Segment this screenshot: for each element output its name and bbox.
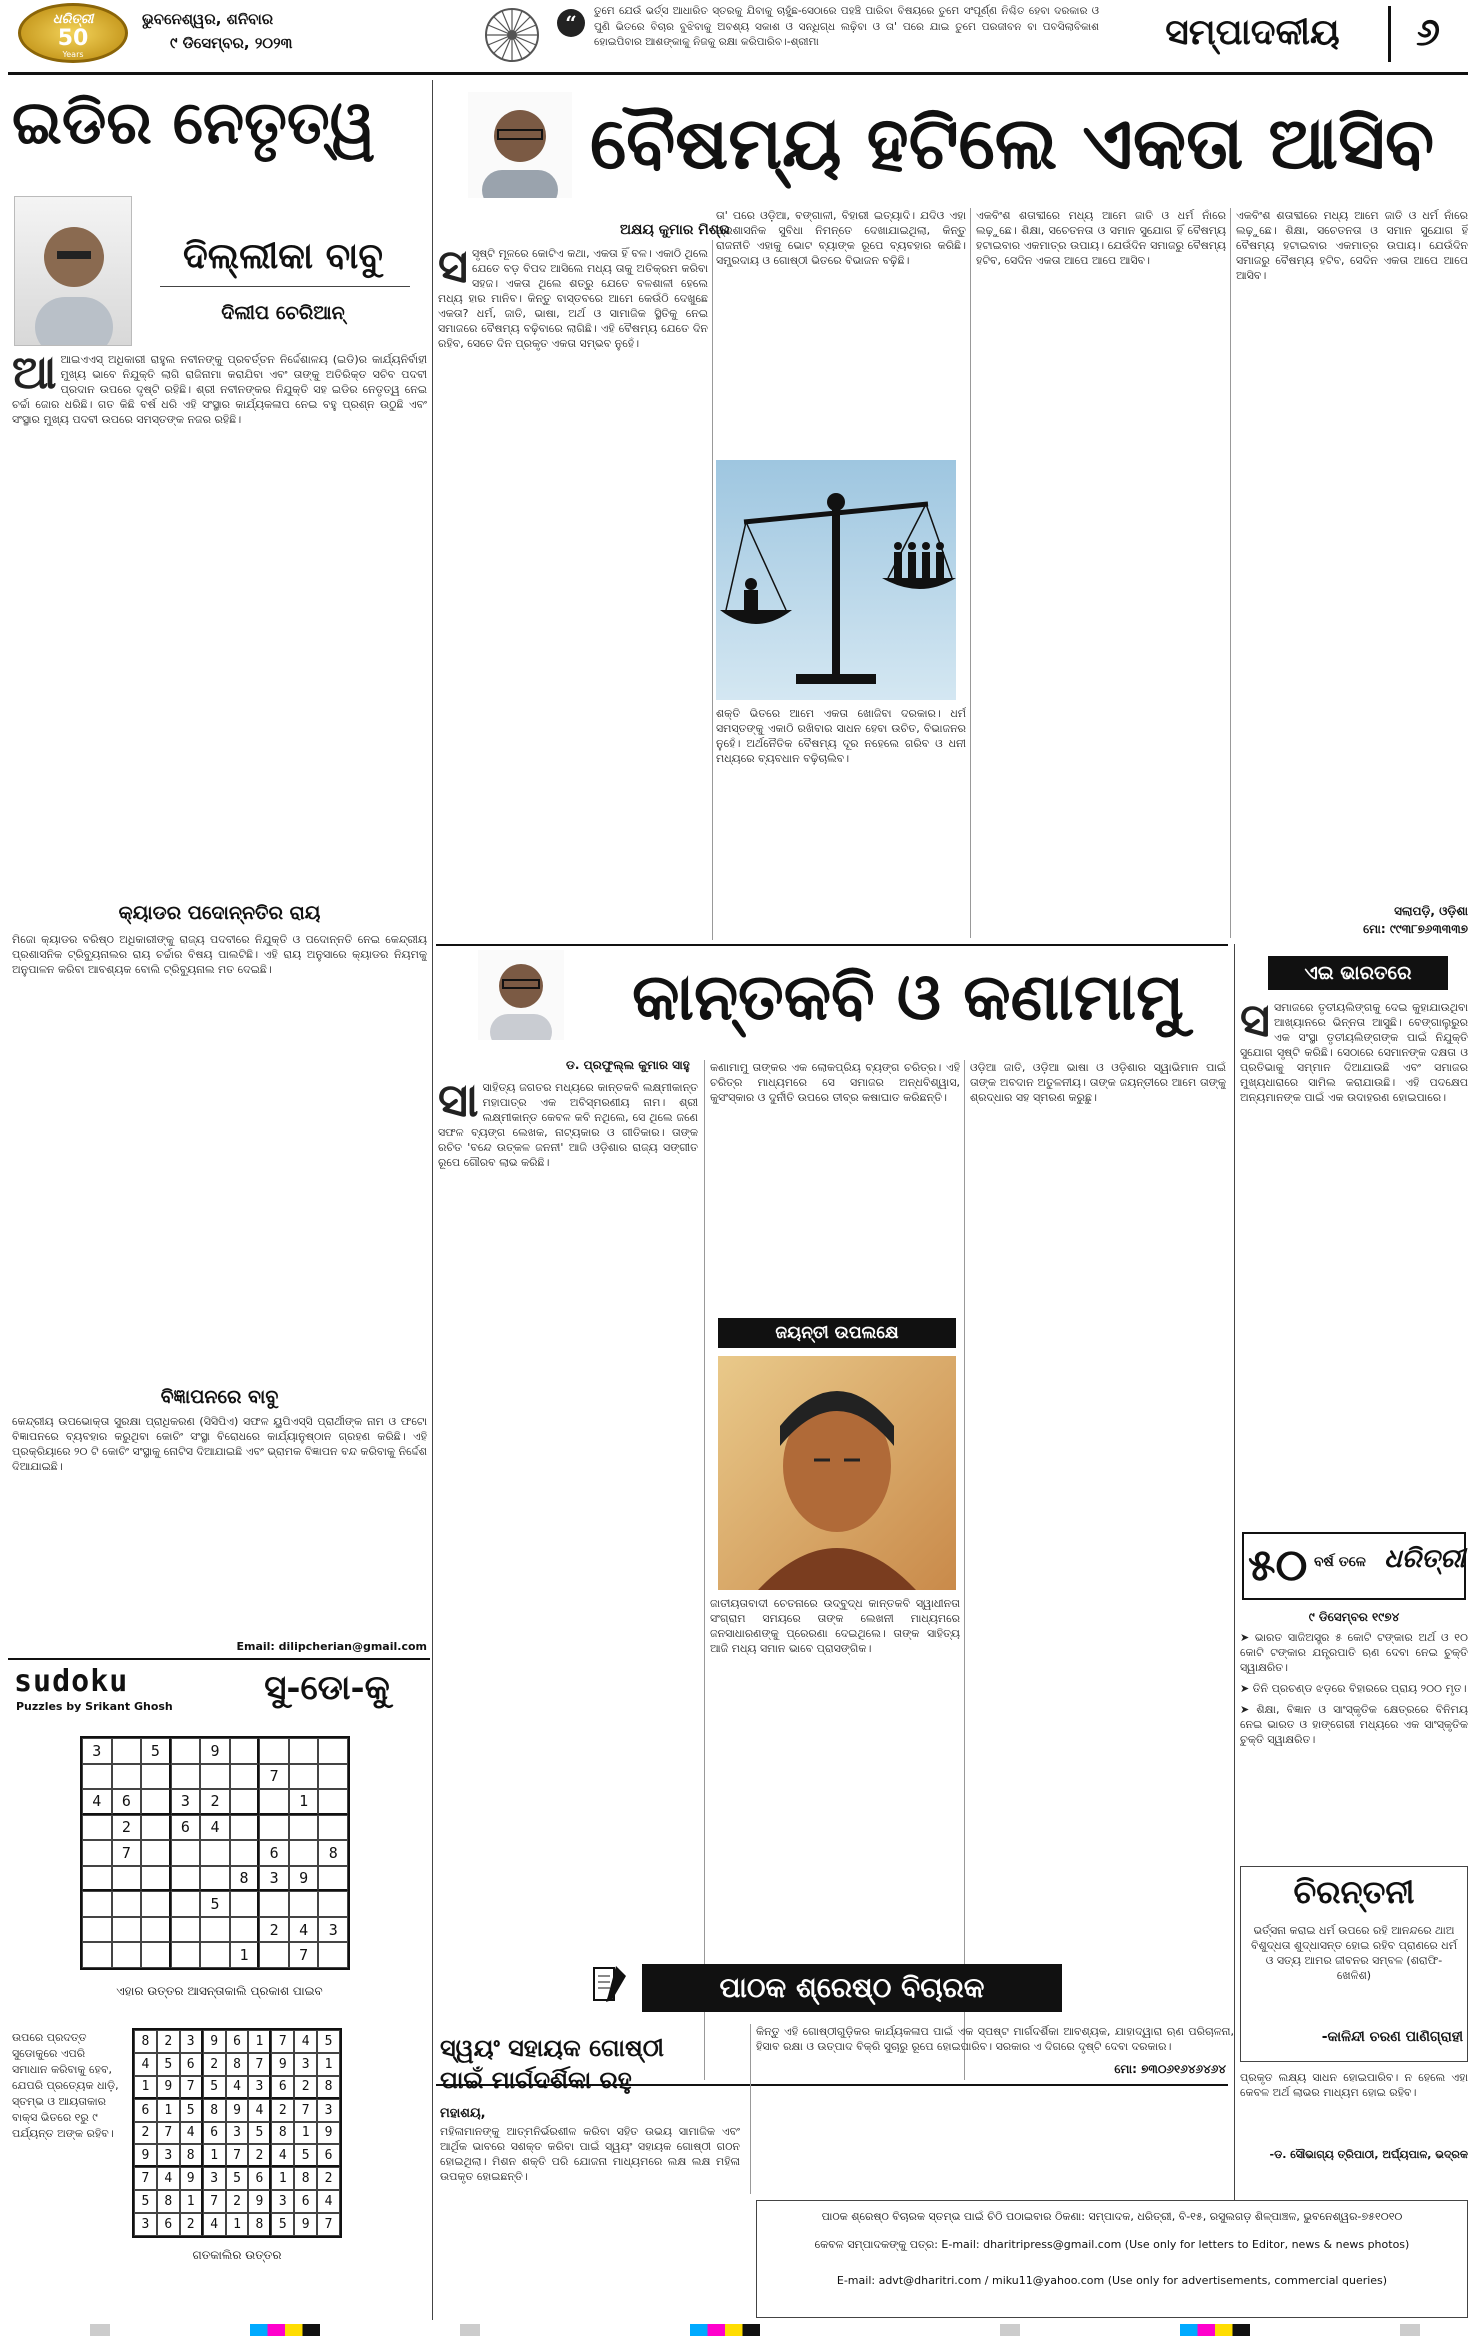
solution-cell: 1 — [294, 2122, 317, 2145]
main-author-photo — [468, 92, 572, 198]
sudoku-cell[interactable] — [200, 1866, 230, 1892]
sudoku-cell[interactable] — [141, 1917, 171, 1943]
main-body-4: ଏକବିଂଶ ଶତାବ୍ଦୀରେ ମଧ୍ୟ ଆମେ ଜାତି ଓ ଧର୍ମ ନାଁରେ ଲଢ଼ୁଛେ। ଶିକ୍ଷା, ସଚେତନତା ଓ ସମାନ ସୁଯୋଗ ହିଁ ବୈଷମ୍ୟ ହଟାଇବାର ଏକମାତ୍ର ଉପାୟ। ଯେଉଁଦିନ ସମାଜରୁ ବୈଷମ୍ୟ ହଟିବ, ସେଦିନ ଏକତା ଆପେ ଆପେ ଆସିବ। — [976, 209, 1226, 267]
sudoku-title: ସୁ-ଡୋ-କୁ — [264, 1668, 390, 1708]
letter-body-2: କିନ୍ତୁ ଏହି ଗୋଷ୍ଠୀଗୁଡ଼ିକର କାର୍ଯ୍ୟକଳାପ ପାଇଁ ଏକ ସ୍ପଷ୍ଟ ମାର୍ଗଦର୍ଶିକା ଆବଶ୍ୟକ, ଯାହାଦ୍ୱାରା ଋଣ ପରିଚାଳନା, ହିସାବ ରକ୍ଷା ଓ ଉତ୍ପାଦ ବିକ୍ରି ସୁଚାରୁ ରୂପେ ହୋଇପାରିବ। ସରକାର ଏ ଦିଗରେ ଦୃଷ୍ଟି ଦେବା ଦରକାର। — [756, 2025, 1234, 2053]
sudoku-cell[interactable]: 5 — [141, 1738, 171, 1764]
sudoku-cell[interactable] — [259, 1891, 289, 1917]
letter-salutation: ମହାଶୟ, — [440, 2106, 486, 2121]
sudoku-cell[interactable] — [112, 1942, 142, 1968]
solution-cell: 8 — [248, 2213, 271, 2236]
fifty-years-list — [1240, 1630, 1468, 1860]
chirantani-box — [1240, 1866, 1468, 2062]
fifty-years-box — [1242, 1532, 1466, 1600]
sudoku-cell[interactable]: 3 — [82, 1738, 112, 1764]
main-author: ଅକ୍ଷୟ କୁମାର ମିଶ୍ର — [620, 222, 730, 238]
sudoku-cell[interactable] — [289, 1815, 319, 1841]
solution-cell: 9 — [271, 2053, 294, 2076]
left-body-3: କେନ୍ଦ୍ରୀୟ ଉପଭୋକ୍ତା ସୁରକ୍ଷା ପ୍ରାଧିକରଣ (ସିସିପିଏ) ସଫଳ ୟୁପିଏସ୍ସି ପ୍ରାର୍ଥୀଙ୍କ ନାମ ଓ ଫଟୋ ବିଜ୍ଞାପନରେ ବ୍ୟବହାର କରୁଥିବା କୋଚିଂ ସଂସ୍ଥା ବିରୋଧରେ କାର୍ଯ୍ୟାନୁଷ୍ଠାନ ଗ୍ରହଣ କରିଛି। ଏହି ପ୍ରକ୍ରିୟାରେ ୨୦ ଟି କୋଚିଂ ସଂସ୍ଥାକୁ ନୋଟିସ ଦିଆଯାଇଛି ଏବଂ ଭ୍ରାମକ ବିଜ୍ଞାପନ ବନ୍ଦ କରିବାକୁ ନିର୍ଦ୍ଦେଶ ଦିଆଯାଇଛି। — [12, 1415, 427, 1473]
masthead-rule — [8, 72, 1468, 75]
ei-bharat-title: ଏଇ ଭାରତରେ — [1268, 956, 1448, 990]
fifty-years-number: ୫୦ — [1248, 1540, 1308, 1591]
solution-cell: 2 — [157, 2030, 180, 2053]
masthead-logo — [18, 3, 128, 63]
solution-cell: 6 — [248, 2167, 271, 2190]
solution-cell: 7 — [294, 2099, 317, 2122]
sudoku-cell[interactable] — [230, 1764, 260, 1790]
sudoku-cell[interactable] — [112, 1866, 142, 1892]
main-col-divider-1 — [712, 240, 713, 940]
chakra-icon — [483, 6, 541, 64]
solution-cell: 8 — [271, 2122, 294, 2145]
sudoku-cell[interactable] — [200, 1840, 230, 1866]
solution-cell: 1 — [226, 2213, 249, 2236]
solution-cell: 5 — [294, 2144, 317, 2167]
main-signoff: ସଲାପଡ଼ି, ଓଡ଼ିଶା — [1394, 904, 1468, 918]
solution-cell: 8 — [203, 2099, 226, 2122]
section-title: ସମ୍ପାଦକୀୟ — [1165, 11, 1340, 53]
sudoku-solution-grid — [132, 2028, 342, 2238]
solution-cell: 5 — [134, 2190, 157, 2213]
sudoku-cell[interactable] — [318, 1942, 348, 1968]
solution-cell: 6 — [294, 2190, 317, 2213]
main-body-3: ଶକ୍ତି ଭିତରେ ଆମେ ଏକତା ଖୋଜିବା ଦରକାର। ଧର୍ମ ସମସ୍ତଙ୍କୁ ଏକାଠି ରଖିବାର ସାଧନ ହେବା ଉଚିତ, ବିଭାଜନର ନୁହେଁ। ଅର୍ଥନୈତିକ ବୈଷମ୍ୟ ଦୂର ନହେଲେ ଗରିବ ଓ ଧନୀ ମଧ୍ୟରେ ବ୍ୟବଧାନ ବଢ଼ିଚାଲିବ। — [716, 707, 966, 765]
solution-cell: 5 — [226, 2167, 249, 2190]
left-body-2: ମିଜୋ କ୍ୟାଡର ବରିଷ୍ଠ ଅଧିକାରୀଙ୍କୁ ରାଜ୍ୟ ପଦବୀରେ ନିଯୁକ୍ତି ଓ ପଦୋନ୍ନତି ନେଇ କେନ୍ଦ୍ରୀୟ ପ୍ରଶାସନିକ ଟ୍ରିବ୍ୟୁନାଲର ରାୟ ଚର୍ଚ୍ଚାର ବିଷୟ ପାଲଟିଛି। ଏହି ରାୟ ଅନୁସାରେ କ୍ୟାଡର ନିୟମକୁ ଅନୁପାଳନ କରିବା ଆବଶ୍ୟକ ବୋଲି ଟ୍ରିବ୍ୟୁନାଲ ମତ ଦେଇଛି। — [12, 933, 427, 976]
solution-cell: 8 — [226, 2053, 249, 2076]
second-body-3: ଜାତୀୟତାବାଦୀ ଚେତନାରେ ଉଦ୍ବୁଦ୍ଧ କାନ୍ତକବି ସ୍ୱାଧୀନତା ସଂଗ୍ରାମ ସମୟରେ ତାଙ୍କ ଲେଖନୀ ମାଧ୍ୟମରେ ଜନସାଧାରଣଙ୍କୁ ପ୍ରେରଣା ଦେଇଥିଲେ। ତାଙ୍କ ସାହିତ୍ୟ ଆଜି ମଧ୍ୟ ସମାନ ଭାବେ ପ୍ରାସଙ୍ଗିକ। — [710, 1597, 960, 1655]
sudoku-cell[interactable]: 8 — [318, 1840, 348, 1866]
left-subhead-1: କ୍ୟାଡର ପଦୋନ୍ନତିର ରାୟ — [118, 902, 321, 924]
sudoku-caption-yesterday: ଗତକାଲିର ଉତ୍ତର — [192, 2248, 282, 2262]
sudoku-cell[interactable] — [318, 1738, 348, 1764]
solution-cell: 7 — [317, 2213, 340, 2236]
sudoku-cell[interactable] — [230, 1891, 260, 1917]
sudoku-cell[interactable]: 6 — [259, 1840, 289, 1866]
sudoku-cell[interactable] — [259, 1789, 289, 1815]
solution-cell: 2 — [317, 2167, 340, 2190]
sudoku-cell[interactable] — [82, 1840, 112, 1866]
second-col-divider-2 — [964, 1060, 965, 2080]
sudoku-cell[interactable] — [259, 1942, 289, 1968]
main-body-1: ସସୃଷ୍ଟି ମୂଳରେ କୋଟିଏ କଥା, ଏକତା ହିଁ ବଳ। ଏକାଠି ଥିଲେ ଯେତେ ବଡ଼ ବିପଦ ଆସିଲେ ମଧ୍ୟ ତାକୁ ଅତିକ୍ରମ କରିବା ସହଜ। ଏକତା ଥିଲେ ଶତ୍ରୁ ଯେତେ ବଳଶାଳୀ ହେଲେ ମଧ୍ୟ ହାର ମାନିବ। କିନ୍ତୁ ବାସ୍ତବରେ ଆମେ କେଉଁଠି ଦେଖୁଛେ ଏକତା? ଧର୍ମ, ଜାତି, ଭାଷା, ଅର୍ଥ ଓ ସାମାଜିକ ସ୍ଥିତିକୁ ନେଇ ସମାଜରେ ବୈଷମ୍ୟ ବଢ଼ିବାରେ ଲାଗିଛି। ଏହି ବୈଷମ୍ୟ ଯେତେ ଦିନ ରହିବ, ସେତେ ଦିନ ପ୍ରକୃତ ଏକତା ସମ୍ଭବ ନୁହେଁ। — [438, 246, 708, 350]
solution-cell: 1 — [203, 2144, 226, 2167]
sudoku-cell[interactable]: 2 — [200, 1789, 230, 1815]
solution-cell: 7 — [134, 2167, 157, 2190]
solution-cell: 3 — [294, 2053, 317, 2076]
solution-cell: 5 — [317, 2030, 340, 2053]
solution-cell: 4 — [203, 2213, 226, 2236]
main-col-divider-2 — [970, 208, 971, 938]
solution-cell: 6 — [157, 2213, 180, 2236]
sudoku-cell[interactable]: 3 — [171, 1789, 201, 1815]
solution-cell: 3 — [203, 2167, 226, 2190]
solution-cell: 9 — [157, 2076, 180, 2099]
letters-address-2[interactable]: କେବଳ ସମ୍ପାଦକଙ୍କୁ ପତ୍ର: E-mail: dharitripress@gmail.com (Use only for letters to Editor, news & news photos) — [814, 2238, 1410, 2251]
solution-cell: 3 — [157, 2144, 180, 2167]
letter-body-3: ପ୍ରକୃତ ଲକ୍ଷ୍ୟ ସାଧନ ହୋଇପାରିବ। ନ ହେଲେ ଏହା କେବଳ ଅର୍ଥ ଲାଭର ମାଧ୍ୟମ ହୋଇ ରହିବ। — [1240, 2071, 1468, 2099]
sudoku-cell[interactable]: 2 — [112, 1815, 142, 1841]
left-headline: ଇଡିର ନେତୃତ୍ୱ — [12, 88, 376, 158]
left-kicker: ଦିଲ୍ଲୀକା ବାବୁ — [183, 235, 383, 277]
solution-cell: 3 — [180, 2030, 203, 2053]
sudoku-cell[interactable]: 4 — [82, 1789, 112, 1815]
sudoku-cell[interactable]: 7 — [289, 1942, 319, 1968]
solution-cell: 2 — [134, 2122, 157, 2145]
solution-cell: 7 — [226, 2144, 249, 2167]
solution-cell: 4 — [248, 2099, 271, 2122]
section-divider — [1388, 6, 1391, 62]
left-email: Email: dilipcherian@gmail.com — [236, 1640, 427, 1653]
main-bottom-rule — [436, 944, 1228, 946]
solution-cell: 5 — [157, 2053, 180, 2076]
sudoku-cell[interactable]: 1 — [230, 1942, 260, 1968]
second-author-photo — [478, 950, 564, 1040]
footer-registration-marks — [0, 2322, 1476, 2339]
second-col-divider-1 — [704, 1060, 705, 2080]
letter-body-1: ମହିଳାମାନଙ୍କୁ ଆତ୍ମନିର୍ଭରଶୀଳ କରିବା ସହିତ ଉଭୟ ସାମାଜିକ ଏବଂ ଆର୍ଥିକ ଭାବରେ ସଶକ୍ତ କରିବା ପାଇଁ ସ୍ୱୟଂ ସହାୟକ ଗୋଷ୍ଠୀ ଗଠନ ହୋଇଥିଲା। ମିଶନ ଶକ୍ତି ପରି ଯୋଜନା ମାଧ୍ୟମରେ ଲକ୍ଷ ଲକ୍ଷ ମହିଳା ଉପକୃତ ହୋଇଛନ୍ତି। — [440, 2125, 740, 2183]
solution-cell: 1 — [180, 2190, 203, 2213]
solution-cell: 5 — [248, 2122, 271, 2145]
sudoku-cell[interactable] — [141, 1891, 171, 1917]
sudoku-caption-today: ଏହାର ଉତ୍ତର ଆସନ୍ତାକାଲି ପ୍ରକାଶ ପାଇବ — [116, 1984, 323, 1998]
solution-cell: 4 — [294, 2030, 317, 2053]
masthead-quote: ତୁମେ ଯେଉଁ ଭର୍ତ୍ସ ଆଧାରିତ ସ୍ତରକୁ ଯିବାକୁ ଚାହୁଁଛ-ସେଠାରେ ପହଞ୍ଚି ପାରିବା ବିଷୟରେ ତୁମେ ସଂପୂର୍ଣ୍ଣ ନିଶ୍ଚିତ ହେବା ଦରକାର ଓ ପୁଣି ଭିତରେ ବିଚାର ବୁଝିବାକୁ ଅବଶ୍ୟ ସକାଶ ଓ ସନ୍ଧିଗ୍ଧ ଲଢ଼ିବା ଓ ତା' ପରେ ଯାଇ ତୁମେ ପରଜୀବନ ବା ପବସିଲାବିକାଶ ହୋଇପିବାର ଆଶଙ୍କାକୁ ନିଜକୁ ରକ୍ଷା କରିପାରିବ।-ଶ୍ରୀମା — [594, 5, 1099, 48]
fifty-years-brand: ଧରିତ୍ରୀ — [1384, 1544, 1466, 1574]
sudoku-cell[interactable] — [318, 1789, 348, 1815]
sudoku-byline: Puzzles by Srikant Ghosh — [16, 1700, 173, 1713]
sudoku-logo: sudoku — [14, 1664, 129, 1699]
logo-title: ଧରିତ୍ରୀ — [52, 12, 94, 27]
sudoku-cell[interactable] — [171, 1891, 201, 1917]
solution-cell: 2 — [248, 2144, 271, 2167]
main-col-divider-3 — [1230, 208, 1231, 938]
sudoku-cell[interactable] — [171, 1738, 201, 1764]
sudoku-cell[interactable] — [171, 1764, 201, 1790]
logo-years-label: Years — [62, 50, 84, 59]
sudoku-cell[interactable] — [141, 1815, 171, 1841]
sudoku-cell[interactable] — [82, 1815, 112, 1841]
sudoku-cell[interactable] — [112, 1764, 142, 1790]
sudoku-cell[interactable] — [200, 1917, 230, 1943]
sudoku-cell[interactable] — [318, 1866, 348, 1892]
quote-icon — [556, 8, 586, 38]
second-mobile: ମୋ: ୭୩୦୬୧୬୪୬୪୬୪ — [1114, 2062, 1226, 2076]
solution-cell: 9 — [248, 2190, 271, 2213]
chirantani-body: ଭର୍ତ୍ସନା କରାଇ ଧର୍ମ ଉପରେ ରହି ଆନନ୍ଦରେ ଥାଅ ବିଶୁଦ୍ଧତା ଶୁଦ୍ଧାସନ୍ତ ହୋଇ ରହିବ ପ୍ରାଣରେ ଧର୍ମ ଓ ସତ୍ୟ ଆମର ଜୀବନର ସମ୍ବଳ (ଶରାଫି-ଖେଳିଶ) — [1251, 1924, 1457, 1982]
solution-cell: 4 — [180, 2122, 203, 2145]
sudoku-cell[interactable]: 8 — [230, 1866, 260, 1892]
solution-cell: 7 — [271, 2030, 294, 2053]
solution-cell: 3 — [317, 2099, 340, 2122]
solution-cell: 3 — [248, 2076, 271, 2099]
solution-cell: 2 — [226, 2190, 249, 2213]
letters-address-3[interactable]: E-mail: advt@dharitri.com / miku11@yahoo.com (Use only for advertisements, commercial queries) — [836, 2274, 1388, 2287]
sudoku-cell[interactable] — [82, 1866, 112, 1892]
left-author: ଦିଲୀପ ଚେରିଆନ୍ — [221, 302, 345, 324]
scales-illustration — [716, 460, 956, 700]
sudoku-cell[interactable]: 3 — [318, 1917, 348, 1943]
second-body-2: କଣାମାମୁ ତାଙ୍କର ଏକ ଲୋକପ୍ରିୟ ବ୍ୟଙ୍ଗ ଚରିତ୍ର। ଏହି ଚରିତ୍ର ମାଧ୍ୟମରେ ସେ ସମାଜର ଅନ୍ଧବିଶ୍ୱାସ, କୁସଂସ୍କାର ଓ ଦୁର୍ନୀତି ଉପରେ ତୀବ୍ର କଷାଘାତ କରିଛନ୍ତି। — [710, 1061, 960, 1104]
sudoku-cell[interactable] — [82, 1891, 112, 1917]
sudoku-cell[interactable]: 9 — [200, 1738, 230, 1764]
chirantani-author: -କାଳିନ୍ଦୀ ଚରଣ ପାଣିଗ୍ରାହୀ — [1321, 2029, 1463, 2045]
solution-cell: 9 — [134, 2144, 157, 2167]
second-headline: କାନ୍ତକବି ଓ କଣାମାମୁ — [632, 960, 1184, 1035]
left-subhead-2: ବିଜ୍ଞାପନରେ ବାବୁ — [160, 1386, 279, 1408]
solution-cell: 4 — [271, 2144, 294, 2167]
sudoku-cell[interactable] — [318, 1891, 348, 1917]
sudoku-cell[interactable] — [230, 1917, 260, 1943]
sudoku-cell[interactable] — [171, 1866, 201, 1892]
second-body-4: ଓଡ଼ିଆ ଜାତି, ଓଡ଼ିଆ ଭାଷା ଓ ଓଡ଼ିଶାର ସ୍ୱାଭିମାନ ପାଇଁ ତାଙ୍କ ଅବଦାନ ଅତୁଳନୀୟ। ତାଙ୍କ ଜୟନ୍ତୀରେ ଆମେ ତାଙ୍କୁ ଶ୍ରଦ୍ଧାର ସହ ସ୍ମରଣ କରୁଛୁ। — [970, 1061, 1226, 1104]
sudoku-cell[interactable] — [141, 1764, 171, 1790]
sudoku-cell[interactable] — [200, 1764, 230, 1790]
solution-cell: 8 — [157, 2190, 180, 2213]
solution-cell: 6 — [203, 2122, 226, 2145]
sudoku-cell[interactable] — [112, 1891, 142, 1917]
solution-cell: 1 — [134, 2076, 157, 2099]
sudoku-cell[interactable]: 7 — [112, 1840, 142, 1866]
sudoku-instructions: ଉପରେ ପ୍ରଦତ୍ତ ସୁଡୋକୁରେ ଏପରି ସମାଧାନ କରିବାକୁ ହେବ, ଯେପରି ପ୍ରତ୍ୟେକ ଧାଡ଼ି, ସ୍ତମ୍ଭ ଓ ଆୟତାକାର ବାକ୍ସ ଭିତରେ ୧ରୁ ୯ ପର୍ଯ୍ୟନ୍ତ ଅଙ୍କ ରହିବ। — [12, 2031, 119, 2140]
sudoku-cell[interactable]: 6 — [112, 1789, 142, 1815]
sudoku-cell[interactable] — [259, 1738, 289, 1764]
solution-cell: 6 — [134, 2099, 157, 2122]
left-body-1: ଆଆଇଏଏସ୍ ଅଧିକାରୀ ରାହୁଲ ନବୀନଙ୍କୁ ପ୍ରବର୍ତ୍ତନ ନିର୍ଦ୍ଦେଶାଳୟ (ଇଡି)ର କାର୍ଯ୍ୟନିର୍ବାହୀ ମୁଖ୍ୟ ଭାବେ ନିଯୁକ୍ତି ଲାଗି ରାଜିନାମା କରାଯିବା ଏବଂ ତାଙ୍କୁ ଅତିରିକ୍ତ ସଚିବ ପଦବୀ ପ୍ରଦାନ ଉପରେ ଦୃଷ୍ଟି ରହିଛି। ଶ୍ରୀ ନବୀନଙ୍କର ନିଯୁକ୍ତି ସହ ଇଡିର ନେତୃତ୍ୱ ନେଇ ଚର୍ଚ୍ଚା ଜୋର ଧରିଛି। ଗତ କିଛି ବର୍ଷ ଧରି ଏହି ସଂସ୍ଥାର କାର୍ଯ୍ୟକଳାପ ନେଇ ବହୁ ପ୍ରଶ୍ନ ଉଠୁଛି ଏବଂ ସଂସ୍ଥାର ମୁଖ୍ୟ ପଦବୀ ଉପରେ ସମସ୍ତଙ୍କ ନଜର ରହିଛି। — [12, 352, 427, 426]
page-number: ୬ — [1416, 9, 1440, 54]
solution-cell: 8 — [294, 2167, 317, 2190]
solution-cell: 1 — [248, 2030, 271, 2053]
sudoku-cell[interactable]: 4 — [200, 1815, 230, 1841]
solution-cell: 3 — [226, 2122, 249, 2145]
sudoku-cell[interactable] — [289, 1738, 319, 1764]
fifty-years-item: ➤ ଶିକ୍ଷା, ବିଜ୍ଞାନ ଓ ସାଂସ୍କୃତିକ କ୍ଷେତ୍ରରେ ବିନିମୟ ନେଇ ଭାରତ ଓ ହାଙ୍ଗେରୀ ମଧ୍ୟରେ ଏକ ସାଂସ୍କୃତିକ ଚୁକ୍ତି ସ୍ୱାକ୍ଷରିତ। — [1240, 1703, 1468, 1746]
solution-cell: 2 — [294, 2076, 317, 2099]
solution-cell: 9 — [180, 2167, 203, 2190]
main-body-2: ତା' ପରେ ଓଡ଼ିଆ, ବଙ୍ଗାଳୀ, ବିହାରୀ ଇତ୍ୟାଦି। ଯଦିଓ ଏହା ପ୍ରଶାସନିକ ସୁବିଧା ନିମନ୍ତେ ଦେଖାଯାଇଥିଲା, କିନ୍ତୁ ରାଜନୀତି ଏହାକୁ ଭୋଟ ବ୍ୟାଙ୍କ ରୂପେ ବ୍ୟବହାର କରିଛି। ସମ୍ପ୍ରଦାୟ ଓ ଗୋଷ୍ଠୀ ଭିତରେ ବିଭାଜନ ବଢ଼ିଛି। — [716, 209, 966, 267]
solution-cell: 3 — [134, 2213, 157, 2236]
sudoku-cell[interactable] — [141, 1789, 171, 1815]
kantakabi-portrait — [718, 1356, 956, 1590]
solution-cell: 2 — [180, 2213, 203, 2236]
solution-cell: 2 — [203, 2053, 226, 2076]
right-col-divider — [1234, 944, 1235, 2200]
ei-bharat-body: ସସମାଜରେ ତୃତୀୟଲିଙ୍ଗକୁ ଦେଇ କୁହାଯାଉଥିବା ଆଖ୍ୟାନରେ ଭିନ୍ନତା ଆସୁଛି। ବେଙ୍ଗାଲୁରୁର ଏକ ସଂସ୍ଥା ତୃତୀୟଲିଙ୍ଗଙ୍କ ପାଇଁ ନିଯୁକ୍ତି ସୁଯୋଗ ସୃଷ୍ଟି କରିଛି। ସେଠାରେ ସେମାନଙ୍କ ଦକ୍ଷତା ଓ ପ୍ରତିଭାକୁ ସମ୍ମାନ ଦିଆଯାଉଛି ଏବଂ ସମାଜର ମୁଖ୍ୟଧାରାରେ ସାମିଲ କରାଯାଉଛି। ଏହି ପଦକ୍ଷେପ ଅନ୍ୟମାନଙ୍କ ପାଇଁ ଏକ ଉଦାହରଣ ହୋଇପାରେ। — [1240, 1000, 1468, 1104]
logo-years: 50 — [57, 26, 89, 51]
solution-cell: 4 — [226, 2076, 249, 2099]
second-author: ଡ. ପ୍ରଫୁଲ୍ଲ କୁମାର ସାହୁ — [566, 1058, 690, 1072]
solution-cell: 5 — [180, 2099, 203, 2122]
solution-cell: 9 — [226, 2099, 249, 2122]
sudoku-cell[interactable] — [171, 1840, 201, 1866]
solution-cell: 7 — [157, 2122, 180, 2145]
sudoku-cell[interactable] — [82, 1917, 112, 1943]
letters-address-box — [756, 2200, 1468, 2318]
fifty-years-item: ➤ ତିନି ପ୍ରଚଣ୍ଡ ଝଡ଼ରେ ବିହାରରେ ପ୍ରାୟ ୨୦୦ ମୃତ। — [1240, 1682, 1467, 1695]
masthead-date: ୯ ଡିସେମ୍ବର, ୨୦୨୩ — [170, 34, 293, 52]
sudoku-cell[interactable] — [230, 1738, 260, 1764]
sudoku-cell[interactable]: 9 — [289, 1866, 319, 1892]
solution-cell: 1 — [157, 2099, 180, 2122]
sudoku-cell[interactable]: 7 — [259, 1764, 289, 1790]
solution-cell: 1 — [317, 2053, 340, 2076]
sudoku-cell[interactable] — [230, 1815, 260, 1841]
letter-col-divider-1 — [750, 2024, 751, 2194]
sudoku-cell[interactable] — [112, 1917, 142, 1943]
sudoku-puzzle-grid[interactable] — [80, 1736, 350, 1970]
sudoku-cell[interactable] — [230, 1840, 260, 1866]
sudoku-cell[interactable]: 1 — [289, 1789, 319, 1815]
sudoku-cell[interactable] — [289, 1840, 319, 1866]
sudoku-cell[interactable] — [141, 1866, 171, 1892]
solution-cell: 7 — [180, 2076, 203, 2099]
second-body-1: ସାସାହିତ୍ୟ ଜଗତର ମଧ୍ୟରେ କାନ୍ତକବି ଲକ୍ଷ୍ମୀକାନ୍ତ ମହାପାତ୍ର ଏକ ଅବିସ୍ମରଣୀୟ ନାମ। ଶ୍ରୀ ଲକ୍ଷ୍ମୀକାନ୍ତ କେବଳ କବି ନଥିଲେ, ସେ ଥିଲେ ଜଣେ ସଫଳ ବ୍ୟଙ୍ଗ ଲେଖକ, ନାଟ୍ୟକାର ଓ ଗୀତିକାର। ତାଙ୍କ ରଚିତ 'ବନ୍ଦେ ଉତ୍କଳ ଜନନୀ' ଆଜି ଓଡ଼ିଶାର ରାଜ୍ୟ ସଙ୍ଗୀତ ରୂପେ ଗୌରବ ଲାଭ କରିଛି। — [438, 1080, 698, 1169]
solution-cell: 9 — [203, 2030, 226, 2053]
solution-cell: 5 — [271, 2213, 294, 2236]
fifty-years-date: ୯ ଡିସେମ୍ବର ୧୯୭୪ — [1308, 1610, 1400, 1624]
sudoku-cell[interactable]: 2 — [259, 1917, 289, 1943]
solution-cell: 9 — [294, 2213, 317, 2236]
left-kicker-underline — [160, 286, 410, 287]
solution-cell: 9 — [317, 2122, 340, 2145]
sudoku-cell[interactable] — [112, 1738, 142, 1764]
sudoku-cell[interactable] — [259, 1815, 289, 1841]
left-col-divider — [432, 80, 433, 2320]
solution-cell: 7 — [248, 2053, 271, 2076]
author-photo — [14, 196, 132, 346]
pen-icon — [590, 1962, 630, 2012]
solution-cell: 2 — [271, 2099, 294, 2122]
letter-title: ସ୍ୱୟଂ ସହାୟକ ଗୋଷ୍ଠୀ ପାଇଁ ମାର୍ଗଦର୍ଶିକା ରହୁ — [440, 2033, 664, 2094]
left-bottom-rule — [8, 1658, 430, 1660]
solution-cell: 8 — [180, 2144, 203, 2167]
sudoku-cell[interactable] — [171, 1942, 201, 1968]
solution-cell: 6 — [271, 2076, 294, 2099]
masthead-city-day: ଭୁବନେଶ୍ୱର, ଶନିବାର — [142, 10, 274, 28]
sudoku-cell[interactable] — [171, 1917, 201, 1943]
solution-cell: 6 — [317, 2144, 340, 2167]
solution-cell: 1 — [271, 2167, 294, 2190]
sudoku-cell[interactable] — [318, 1764, 348, 1790]
solution-cell: 4 — [134, 2053, 157, 2076]
solution-cell: 7 — [203, 2190, 226, 2213]
fifty-years-label: ବର୍ଷ ତଳେ — [1314, 1554, 1366, 1570]
main-mobile: ମୋ: ୯୯୩୮୭୬୩୩୩୭ — [1363, 922, 1468, 936]
main-body-5: ଏକବିଂଶ ଶତାବ୍ଦୀରେ ମଧ୍ୟ ଆମେ ଜାତି ଓ ଧର୍ମ ନାଁରେ ଲଢ଼ୁଛେ। ଶିକ୍ଷା, ସଚେତନତା ଓ ସମାନ ସୁଯୋଗ ହିଁ ବୈଷମ୍ୟ ହଟାଇବାର ଏକମାତ୍ର ଉପାୟ। ଯେଉଁଦିନ ସମାଜରୁ ବୈଷମ୍ୟ ହଟିବ, ସେଦିନ ଏକତା ଆପେ ଆପେ ଆସିବ। — [1236, 209, 1468, 282]
sudoku-cell[interactable] — [318, 1815, 348, 1841]
sudoku-cell[interactable]: 6 — [171, 1815, 201, 1841]
sudoku-cell[interactable]: 3 — [259, 1866, 289, 1892]
solution-cell: 6 — [180, 2053, 203, 2076]
solution-cell: 8 — [134, 2030, 157, 2053]
solution-cell: 5 — [203, 2076, 226, 2099]
sudoku-cell[interactable] — [82, 1942, 112, 1968]
sudoku-cell[interactable] — [200, 1942, 230, 1968]
solution-cell: 4 — [157, 2167, 180, 2190]
solution-cell: 6 — [226, 2030, 249, 2053]
sudoku-cell[interactable]: 4 — [289, 1917, 319, 1943]
letters-title: ପାଠକ ଶ୍ରେଷ୍ଠ ବିଚାରକ — [642, 1964, 1062, 2012]
solution-cell: 3 — [271, 2190, 294, 2213]
sudoku-cell[interactable] — [82, 1764, 112, 1790]
solution-cell: 4 — [317, 2190, 340, 2213]
sudoku-cell[interactable] — [141, 1840, 171, 1866]
chirantani-title: ଚିରନ୍ତନୀ — [1293, 1873, 1415, 1911]
sudoku-cell[interactable] — [141, 1942, 171, 1968]
sudoku-cell[interactable] — [230, 1789, 260, 1815]
letters-address-1: ପାଠକ ଶ୍ରେଷ୍ଠ ବିଚାରକ ସ୍ତମ୍ଭ ପାଇଁ ଚିଠି ପଠାଇବାର ଠିକଣା: ସମ୍ପାଦକ, ଧରିତ୍ରୀ, ବି-୧୫, ରସୁଲଗଡ଼ ଶିଳ୍ପାଞ୍ଚଳ, ଭୁବନେଶ୍ୱର-୭୫୧୦୧୦ — [821, 2210, 1403, 2223]
letter-signer: -ଡ. ସୌଭାଗ୍ୟ ତ୍ରିପାଠୀ, ଅର୍ଘ୍ୟପାଳ, ଭଦ୍ରକ — [1269, 2148, 1468, 2161]
sudoku-cell[interactable] — [289, 1891, 319, 1917]
fifty-years-item: ➤ ଭାରତ ସାଜିଅସ୍ତ୍ର ୫ କୋଟି ଟଙ୍କାର ଅର୍ଥ ଓ ୧୦ କୋଟି ଟଙ୍କାର ଯନ୍ତ୍ରପାତି ଋଣ ଦେବା ନେଇ ଚୁକ୍ତି ସ୍ୱାକ୍ଷରିତ। — [1240, 1631, 1468, 1674]
jayanti-label: ଜୟନ୍ତୀ ଉପଲକ୍ଷେ — [718, 1318, 956, 1348]
main-headline: ବୈଷମ୍ୟ ହଟିଲେ ଏକତା ଆସିବ — [590, 100, 1435, 185]
solution-cell: 8 — [317, 2076, 340, 2099]
sudoku-cell[interactable]: 5 — [200, 1891, 230, 1917]
svg-text:“: “ — [565, 11, 577, 35]
sudoku-cell[interactable] — [289, 1764, 319, 1790]
